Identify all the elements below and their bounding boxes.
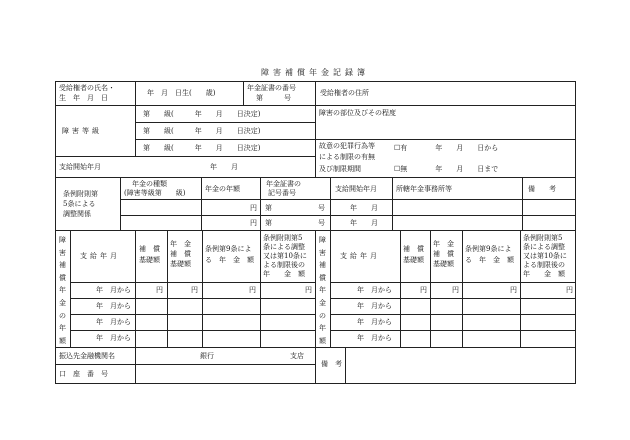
table-adjusted-header-2: 条による調整 [263, 243, 305, 251]
birth-date-field[interactable]: 年 月 日生( 歳) [147, 89, 216, 97]
side-label-char: 年 [59, 286, 66, 295]
side-label-char: の [59, 311, 66, 320]
table-adjusted-header-1: 条例附則第5 [263, 234, 303, 242]
side-label-char: 年 [319, 286, 326, 295]
row-yen-field[interactable]: 円 [191, 286, 198, 294]
side-label-char: 補 [59, 261, 66, 270]
row-yen-field[interactable]: 円 [305, 286, 312, 294]
bottom-remarks-label: 備 考 [321, 360, 342, 368]
row-month-field[interactable]: 年 月から [357, 334, 392, 342]
side-label-char: 金 [319, 299, 326, 307]
side-label-char: 年 [59, 324, 66, 333]
pension-certificate-number-field[interactable]: 第 号 [256, 94, 291, 102]
supplementary-adjust-label-1: 条例附則第 [63, 190, 98, 198]
table-pension-header-right-3: 基礎額 [433, 260, 454, 268]
payment-start-col-label: 支給開始年月 [335, 185, 377, 193]
table-month-header: 支給年月 [80, 252, 120, 260]
cert-go-2[interactable]: 号 [318, 219, 325, 227]
cert-go-1[interactable]: 号 [318, 204, 325, 212]
table-article9-header-1: 条例第9条によ [205, 245, 252, 253]
side-label-char: 償 [319, 273, 326, 282]
start-month-2[interactable]: 年 月 [350, 219, 378, 227]
table-pension-header-right-2: 補 償 [433, 250, 454, 258]
amount-yen-2[interactable]: 円 [250, 219, 257, 227]
row-yen-field[interactable]: 円 [156, 286, 163, 294]
row-month-field[interactable]: 年 月から [96, 286, 131, 294]
side-label-char: 償 [59, 273, 66, 282]
grade-decision-line-2[interactable]: 第 級( 年 月 日決定) [143, 127, 261, 135]
form-title: 障害補償年金記録簿 [261, 68, 369, 77]
side-label-char: 補 [319, 261, 326, 270]
table-base-header-2: 基礎額 [139, 256, 160, 264]
row-yen-field[interactable]: 円 [452, 286, 459, 294]
table-pension-header-3: 基礎額 [170, 260, 191, 268]
side-label-char: 障 [59, 236, 66, 244]
bank-name-label: 振込先金融機関名 [59, 352, 115, 360]
injury-part-label: 障害の部位及びその程度 [319, 109, 396, 117]
table-pension-header-1: 年 金 [170, 240, 191, 248]
table-base-header-right-1: 補 償 [403, 245, 424, 253]
row-month-field[interactable]: 年 月から [357, 302, 392, 310]
restriction-yes-checkbox[interactable]: ☐有 年 月 日から [394, 144, 499, 152]
row-month-field[interactable]: 年 月から [357, 318, 392, 326]
pension-office-label: 所轄年金事務所等 [396, 185, 452, 193]
table-adjusted-header-right-3: 又は第10条に [523, 252, 567, 260]
row-month-field[interactable]: 年 月から [96, 302, 131, 310]
row-yen-field[interactable]: 円 [510, 286, 517, 294]
crime-restriction-label-1: 故意の犯罪行為等 [319, 142, 375, 150]
bank-unit[interactable]: 銀行 [200, 352, 214, 360]
row-yen-field[interactable]: 円 [566, 286, 573, 294]
certificate-number-label-1: 年金証書の [266, 180, 301, 188]
payment-start-field[interactable]: 年 月 [210, 163, 238, 171]
amount-yen-1[interactable]: 円 [250, 204, 257, 212]
cert-dai-2[interactable]: 第 [265, 219, 272, 227]
birth-date-label: 生 年 月 日 [59, 94, 108, 102]
annual-amount-label: 年金の年額 [205, 185, 240, 193]
side-label-char: 年 [319, 324, 326, 333]
table-article9-header-2: る 年 金 額 [205, 256, 254, 264]
side-label-char: 害 [59, 248, 66, 257]
row-yen-field[interactable]: 円 [420, 286, 427, 294]
branch-unit[interactable]: 支店 [290, 352, 304, 360]
side-label-char: 額 [59, 336, 66, 345]
row-month-field[interactable]: 年 月から [357, 286, 392, 294]
disability-grade-label: 障害等級 [62, 127, 102, 135]
table-adjusted-header-5: 年 金 額 [263, 270, 305, 278]
table-adjusted-header-right-4: よる制限後の [523, 261, 565, 269]
row-yen-field[interactable]: 円 [249, 286, 256, 294]
table-adjusted-header-4: よる制限後の [263, 261, 305, 269]
table-article9-header-right-1: 条例第9条によ [465, 245, 512, 253]
table-article9-header-right-2: る 年 金 額 [465, 256, 514, 264]
table-base-header-1: 補 償 [139, 245, 160, 253]
table-pension-header-right-1: 年 金 [433, 240, 454, 248]
grade-decision-line-3[interactable]: 第 級( 年 月 日決定) [143, 144, 261, 152]
table-pension-header-2: 補 償 [170, 250, 191, 258]
account-number-label: 口 座 番 号 [59, 370, 108, 378]
side-label-char: 害 [319, 248, 326, 257]
crime-restriction-label-2: による制限の有無 [319, 153, 375, 161]
grade-decision-line-1[interactable]: 第 級( 年 月 日決定) [143, 110, 261, 118]
payment-start-label: 支給開始年月 [59, 163, 101, 171]
pension-kind-label: 年金の種類 [132, 180, 167, 188]
supplementary-adjust-label-3: 調整関係 [63, 210, 91, 218]
side-label-char: 障 [319, 236, 326, 244]
table-base-header-right-2: 基礎額 [403, 256, 424, 264]
table-adjusted-header-right-5: 年 金 額 [523, 270, 565, 278]
start-month-1[interactable]: 年 月 [350, 204, 378, 212]
table-adjusted-header-right-1: 条例附則第5 [523, 234, 563, 242]
row-month-field[interactable]: 年 月から [96, 334, 131, 342]
side-label-char: の [319, 311, 326, 320]
recipient-name-label: 受給権者の氏名・ [59, 84, 115, 92]
crime-restriction-label-3: 及び制限期間 [319, 165, 361, 173]
supplementary-adjust-label-2: 5条による [63, 200, 96, 208]
side-label-char: 額 [319, 336, 326, 345]
table-month-header-right: 支給年月 [340, 252, 380, 260]
table-adjusted-header-right-2: 条による調整 [523, 243, 565, 251]
restriction-no-checkbox[interactable]: ☐無 年 月 日まで [394, 165, 499, 173]
table-adjusted-header-3: 又は第10条に [263, 252, 307, 260]
recipient-address-label: 受給権者の住所 [320, 89, 369, 97]
pension-kind-grade: (障害等級第 級) [124, 189, 186, 197]
cert-dai-1[interactable]: 第 [265, 204, 272, 212]
remarks-col-label: 備 考 [528, 185, 556, 193]
certificate-number-label-2: 記号番号 [268, 189, 296, 197]
row-month-field[interactable]: 年 月から [96, 318, 131, 326]
side-label-char: 金 [59, 299, 66, 307]
pension-certificate-number-label: 年金証書の番号 [247, 84, 296, 92]
